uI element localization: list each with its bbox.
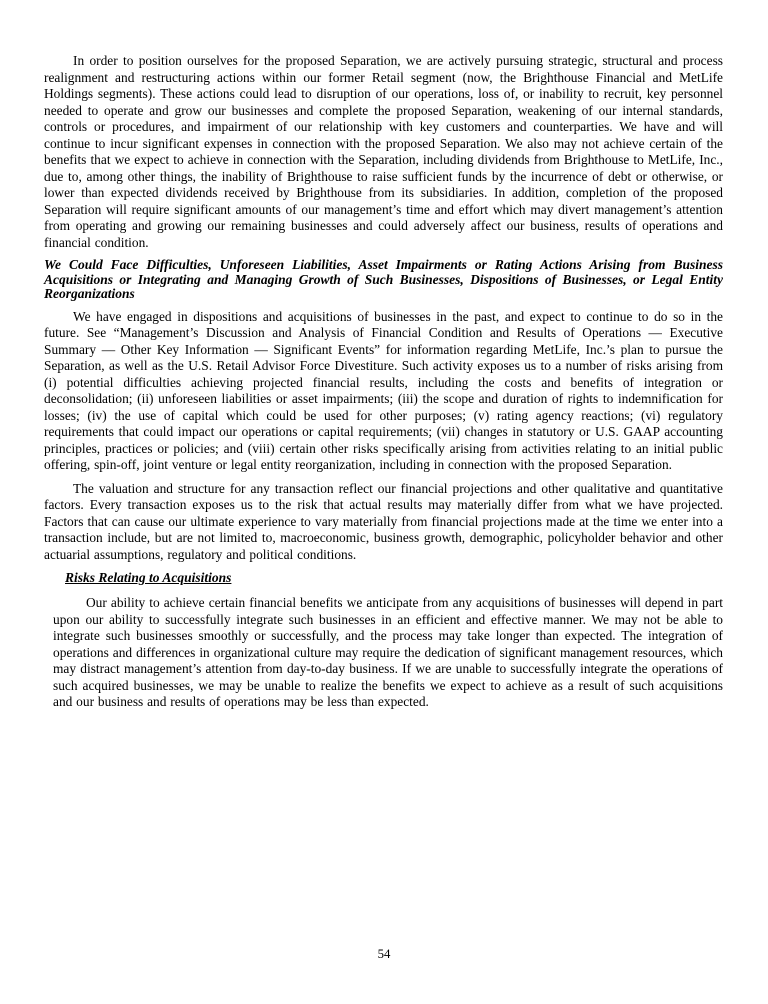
paragraph-valuation-structure: The valuation and structure for any transaction reflect our financial projections and other qualitative and quantitative factors. Every transaction exposes us to the risk that actual results may materially differ from what we have projected. Factors that can cause our ultimate experience to vary materially from financial projections made at the time we enter into a transaction include, but are not limited to, macroeconomic, business growth, demographic, policyholder behavior and other actuarial assumptions, regulatory and political conditions. — [44, 480, 723, 562]
page-number: 54 — [377, 947, 391, 961]
paragraph-integration-risks: Our ability to achieve certain financial benefits we anticipate from any acquisitions of businesses will depend in part upon our ability to successfully integrate such businesses in an efficient and effective manner. We may not be able to integrate such businesses smoothly or successfully, and the process may take longer than expected. The integration of operations and differences in organizational culture may require the dedication of significant management resources, which may distract management’s attention from day-to-day business. If we are unable to successfully integrate the operations of such acquired businesses, we may be unable to realize the benefits we expect to achieve as a result of such acquisitions and our business and results of operations may be less than expected. — [53, 595, 723, 710]
paragraph-separation-risks: In order to position ourselves for the proposed Separation, we are actively pursuing strategic, structural and process realignment and restructuring actions within our former Retail segment (now, the Brighthouse Financial and MetLife Holdings segments). These actions could lead to disruption of our operations, loss of, or inability to recruit, key personnel needed to operate and grow our businesses and complete the proposed Separation, weakening of our internal standards, controls or procedures, and impairment of our relationship with key customers and counterparties. We have and will continue to incur significant expenses in connection with the proposed Separation. We also may not achieve certain of the benefits that we expect to achieve in connection with the Separation, including dividends from Brighthouse to MetLife, Inc., due to, among other things, the inability of Brighthouse to raise sufficient funds by the incurrence of debt or otherwise, or lower than expected dividends received by Brighthouse from its subsidiaries. In addition, completion of the proposed Separation will require significant amounts of our management’s time and effort which may divert management’s attention from operating and growing our remaining businesses and could adversely affect our business, results of operations and financial condition. — [44, 53, 723, 250]
paragraph-acquisitions-dispositions: We have engaged in dispositions and acquisitions of businesses in the past, and expect to continue to do so in the future. See “Management’s Discussion and Analysis of Financial Condition and Results of Operations — Executive Summary — Other Key Information — Significant Events” for information regarding MetLife, Inc.’s plan to pursue the Separation, as well as the U.S. Retail Advisor Force Divestiture. Such activity exposes us to a number of risks arising from (i) potential difficulties achieving projected financial results, including the costs and benefits of integration or deconsolidation; (ii) unforeseen liabilities or asset impairments; (iii) the scope and duration of rights to indemnification for losses; (iv) the use of capital which could be used for other purposes; (v) rating agency reactions; (vi) regulatory requirements that could impact our operations or capital requirements; (vii) changes in statutory or U.S. GAAP accounting principles, practices or policies; and (viii) certain other risks specifically arising from activities relating to an initial public offering, spin-off, joint venture or legal entity reorganization, including in connection with the proposed Separation. — [44, 308, 723, 473]
risk-factor-heading: We Could Face Difficulties, Unforeseen Liabilities, Asset Impairments or Rating Actions Arising from Business Acquisitions or Integrating and Managing Growth of Such Businesses, Dispositions of Businesses, or Legal Entity Reorganizations — [44, 257, 723, 302]
subsection-heading-risks-acquisitions: Risks Relating to Acquisitions — [65, 570, 232, 586]
